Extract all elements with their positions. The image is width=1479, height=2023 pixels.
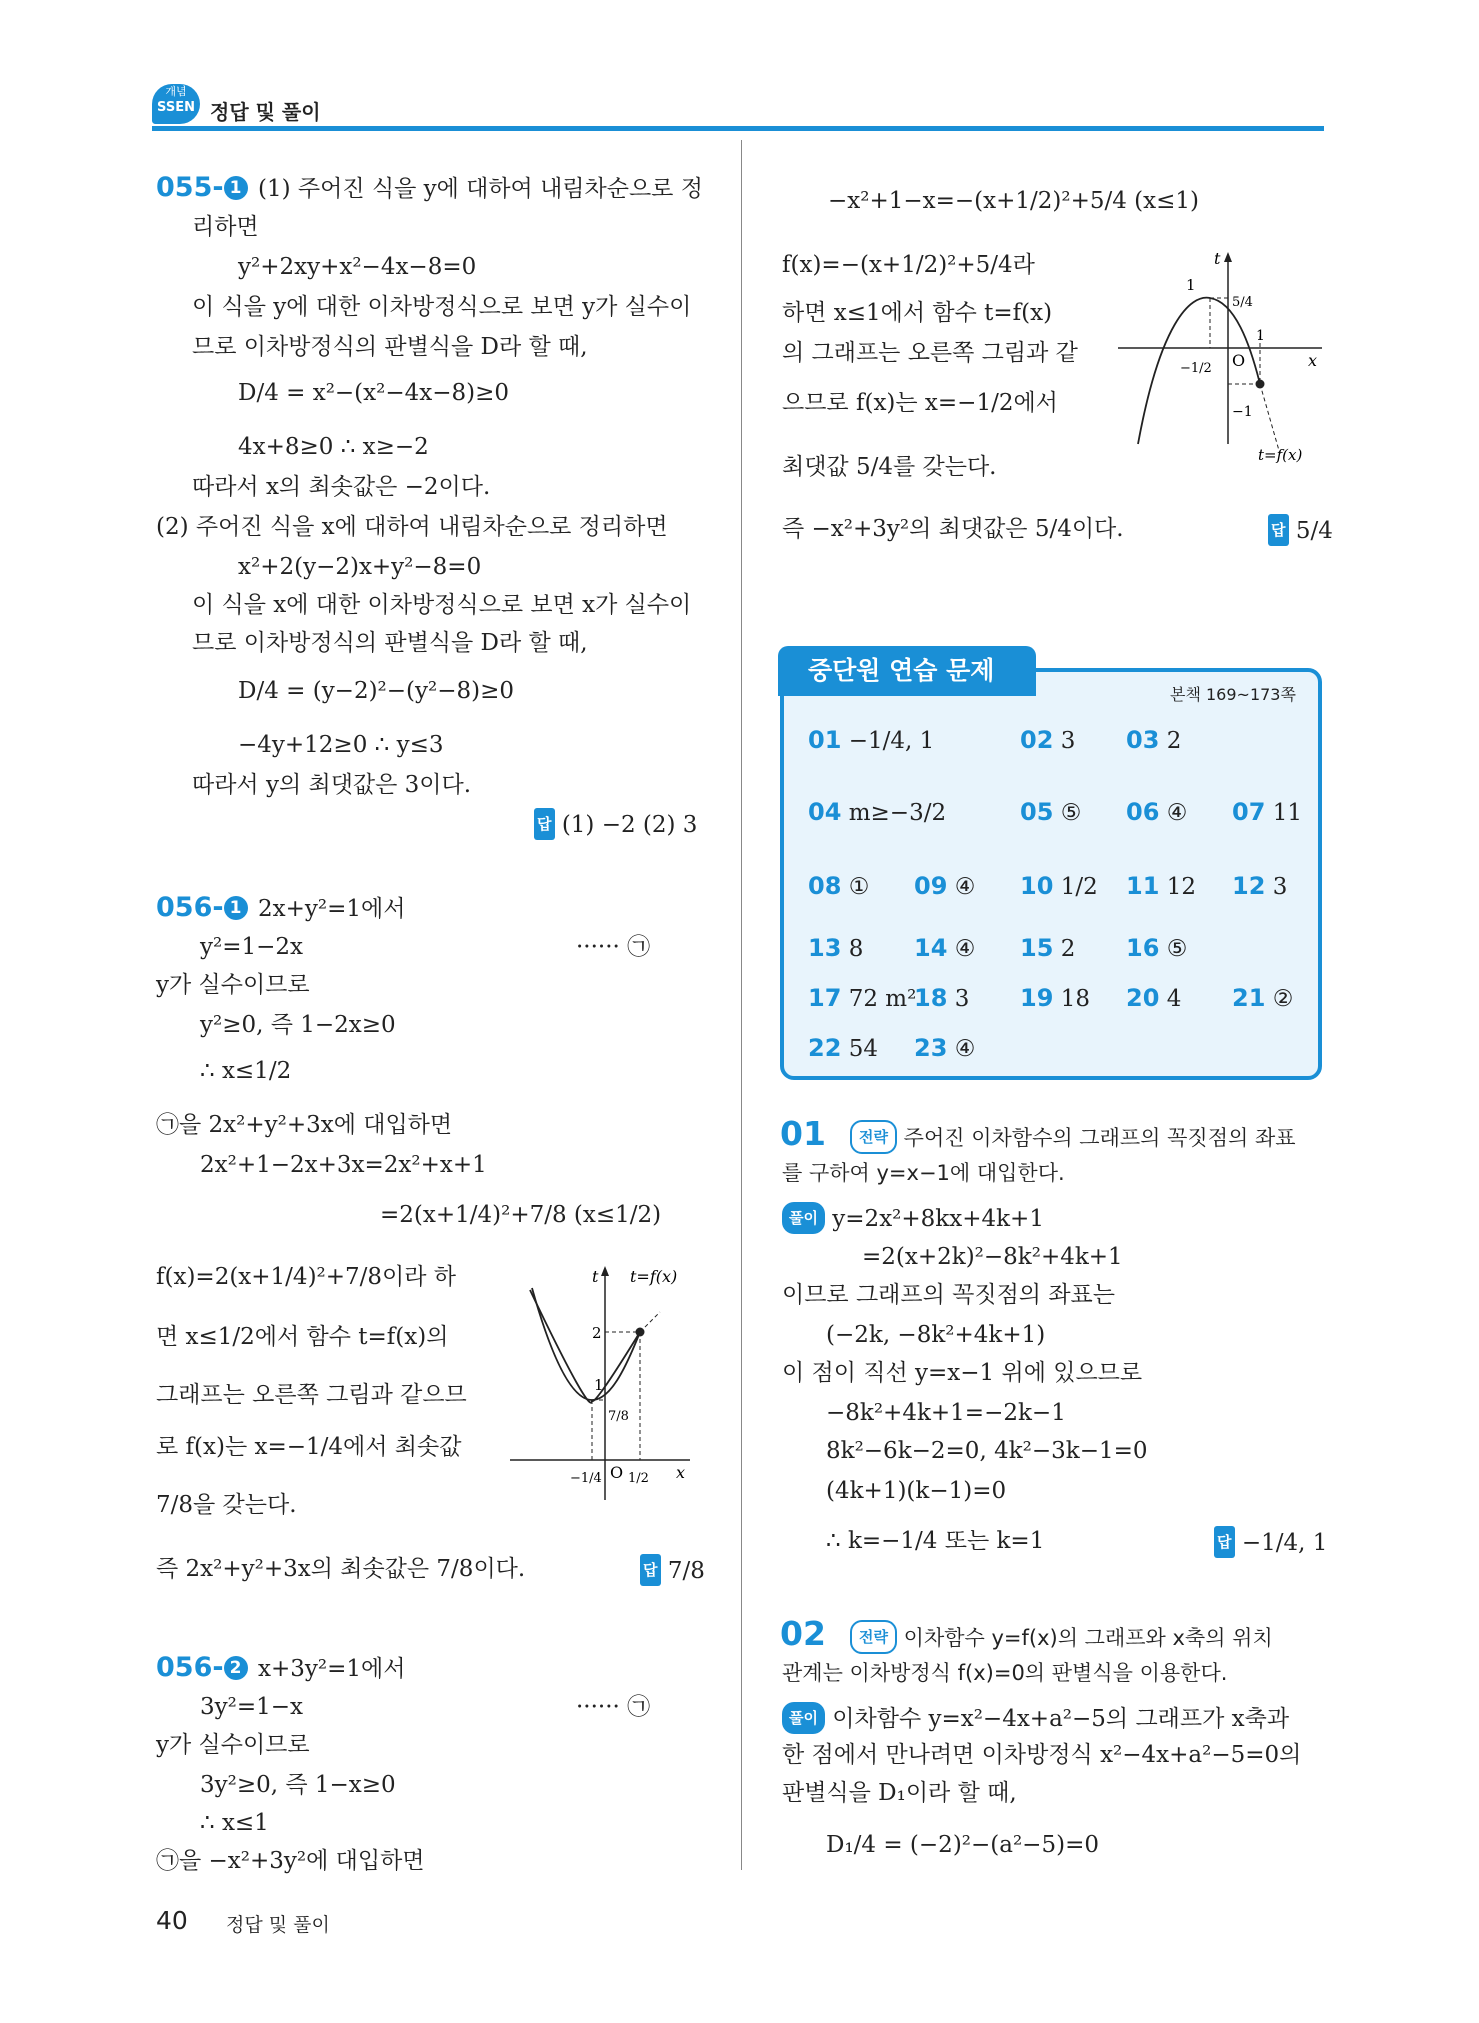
q02-strategy-tag: 전략 — [850, 1620, 897, 1654]
problem-circle-056-2: 2 — [224, 1656, 248, 1680]
p056-1-line-14: 즉 2x²+y²+3x의 최솟값은 7/8이다. — [156, 1556, 526, 1582]
problem-number-055 — [156, 172, 248, 203]
q01-line-8: ∴ k=−1/4 또는 k=1 — [826, 1528, 1045, 1554]
practice-item-15 — [1020, 934, 1075, 962]
cont-line-0: −x²+1−x=−(x+1/2)²+5/4 (x≤1) — [828, 188, 1199, 214]
p055-line-1: 리하면 — [192, 214, 259, 240]
p055-line-3: 이 식을 y에 대한 이차방정식으로 보면 y가 실수이 — [192, 294, 692, 320]
practice-ans-04: m≥−3/2 — [848, 800, 947, 826]
practice-num-19: 19 — [1020, 984, 1054, 1012]
header-rule — [152, 126, 1324, 131]
practice-num-13: 13 — [808, 934, 842, 962]
header-logo-top: 개념 — [165, 85, 187, 98]
p055-answer-tag: 답 — [534, 808, 555, 840]
p055-line-8: (2) 주어진 식을 x에 대하여 내림차순으로 정리하면 — [156, 514, 668, 540]
p056-2-line-5: ∴ x≤1 — [200, 1810, 269, 1836]
practice-item-07 — [1232, 798, 1302, 826]
p056-1-answer-tag: 답 — [640, 1554, 661, 1586]
q01-line-5: −8k²+4k+1=−2k−1 — [826, 1400, 1066, 1426]
p055-line-13: −4y+12≥0 ∴ y≤3 — [238, 732, 444, 758]
practice-ans-09: ④ — [954, 874, 976, 900]
q01-line-3: (−2k, −8k²+4k+1) — [826, 1322, 1046, 1348]
practice-ans-05: ⑤ — [1060, 800, 1082, 826]
problem-circle-056-1: 1 — [224, 896, 248, 920]
graph-cont-t-arrow — [1224, 252, 1232, 262]
q01-solution-text-0: y=2x²+8kx+4k+1 — [832, 1206, 1044, 1232]
q01-solution-line-0 — [782, 1202, 1044, 1234]
practice-num-23: 23 — [914, 1034, 948, 1062]
graph-056-1-curve-label: t=f(x) — [630, 1267, 678, 1286]
q01-line-7: (4k+1)(k−1)=0 — [826, 1478, 1007, 1504]
p056-2-line-2: ······ ㉠ — [576, 1694, 651, 1720]
p056-1-answer-value: 7/8 — [667, 1558, 705, 1584]
graph-cont-y1-label: 1 — [1186, 276, 1196, 294]
p056-1-line-1: y²=1−2x — [200, 934, 303, 960]
practice-num-10: 10 — [1020, 872, 1054, 900]
graph-cont-t-label: t — [1214, 249, 1221, 268]
practice-num-02: 02 — [1020, 726, 1054, 754]
cont-line-5: 최댓값 5/4를 갖는다. — [782, 454, 997, 480]
practice-num-08: 08 — [808, 872, 842, 900]
q01-answer-tag: 답 — [1214, 1526, 1235, 1558]
footer-label: 정답 및 풀이 — [226, 1914, 330, 1936]
cont-answer-tag: 답 — [1268, 514, 1289, 546]
graph-056-1-xm-label: −1/4 — [570, 1471, 602, 1486]
q02-strategy-line-1: 관계는 이차방정식 f(x)=0의 판별식을 이용한다. — [782, 1661, 1228, 1685]
graph-056-1-t-label: t — [592, 1267, 599, 1286]
practice-ans-07: 11 — [1272, 800, 1302, 826]
cont-answer — [1268, 514, 1333, 546]
p056-2-line-1: 3y²=1−x — [200, 1694, 303, 1720]
graph-056-1-y2-label: 2 — [592, 1324, 602, 1342]
practice-item-23 — [914, 1034, 975, 1062]
practice-ans-03: 2 — [1166, 728, 1182, 754]
graph-056-1-o-label: O — [610, 1463, 624, 1482]
practice-box-ref: 본책 169~173쪽 — [1170, 685, 1296, 704]
q01-line-6: 8k²−6k−2=0, 4k²−3k−1=0 — [826, 1438, 1148, 1464]
practice-item-21 — [1232, 984, 1293, 1012]
practice-item-04 — [808, 798, 946, 826]
practice-item-17 — [808, 984, 916, 1012]
practice-item-16 — [1126, 934, 1187, 962]
p056-1-line-11: 그래프는 오른쪽 그림과 같으므 — [156, 1382, 467, 1408]
practice-item-03 — [1126, 726, 1181, 754]
practice-num-16: 16 — [1126, 934, 1160, 962]
practice-item-20 — [1126, 984, 1181, 1012]
practice-item-11 — [1126, 872, 1196, 900]
p056-1-line-2: ······ ㉠ — [576, 934, 651, 960]
cont-line-6: 즉 −x²+3y²의 최댓값은 5/4이다. — [782, 516, 1124, 542]
practice-item-06 — [1126, 798, 1187, 826]
header-title: 정답 및 풀이 — [210, 100, 321, 124]
q01-solution-tag: 풀이 — [782, 1202, 825, 1234]
graph-cont — [1110, 244, 1332, 469]
practice-item-13 — [808, 934, 863, 962]
problem-number-056-1-label: 056- — [156, 892, 224, 923]
p056-2-line-4: 3y²≥0, 즉 1−x≥0 — [200, 1772, 396, 1798]
q02-line-3: D₁/4 = (−2)²−(a²−5)=0 — [826, 1832, 1099, 1858]
q02-number: 02 — [780, 1614, 826, 1653]
p055-line-0: (1) 주어진 식을 y에 대하여 내림차순으로 정 — [258, 176, 703, 202]
q01-number: 01 — [780, 1114, 826, 1153]
practice-ans-14: ④ — [954, 936, 976, 962]
graph-056-1-curve — [530, 1290, 640, 1403]
practice-num-07: 07 — [1232, 798, 1266, 826]
practice-ans-13: 8 — [848, 936, 864, 962]
practice-num-20: 20 — [1126, 984, 1160, 1012]
q01-strategy-tag: 전략 — [850, 1120, 897, 1154]
p056-1-line-7: 2x²+1−2x+3x=2x²+x+1 — [200, 1152, 487, 1178]
practice-num-06: 06 — [1126, 798, 1160, 826]
q02-strategy-line-0 — [850, 1620, 1273, 1654]
problem-number-055-label: 055- — [156, 172, 224, 203]
practice-item-08 — [808, 872, 869, 900]
graph-056-1-t-arrow — [601, 1266, 609, 1276]
practice-num-11: 11 — [1126, 872, 1160, 900]
practice-ans-19: 18 — [1060, 986, 1090, 1012]
q01-line-2: 이므로 그래프의 꼭짓점의 좌표는 — [782, 1282, 1115, 1308]
practice-ans-21: ② — [1272, 986, 1294, 1012]
q01-answer-value: −1/4, 1 — [1241, 1530, 1328, 1556]
q01-strategy-line-0 — [850, 1120, 1296, 1154]
graph-056-1 — [500, 1260, 715, 1505]
p055-answer-value: (1) −2 (2) 3 — [561, 812, 698, 838]
p055-line-2: y²+2xy+x²−4x−8=0 — [238, 254, 477, 280]
p056-1-line-0: 2x+y²=1에서 — [258, 896, 406, 922]
practice-num-12: 12 — [1232, 872, 1266, 900]
practice-num-15: 15 — [1020, 934, 1054, 962]
q02-line-1: 한 점에서 만나려면 이차방정식 x²−4x+a²−5=0의 — [782, 1742, 1302, 1768]
q01-line-1: =2(x+2k)²−8k²+4k+1 — [862, 1244, 1123, 1270]
graph-cont-xm-label: −1/2 — [1180, 361, 1212, 376]
p056-1-line-8: =2(x+1/4)²+7/8 (x≤1/2) — [380, 1202, 662, 1228]
practice-ans-17: 72 m² — [848, 986, 917, 1012]
p056-2-line-0: x+3y²=1에서 — [258, 1656, 406, 1682]
practice-item-14 — [914, 934, 975, 962]
p055-line-5: D/4 = x²−(x²−4x−8)≥0 — [238, 380, 510, 406]
practice-ans-23: ④ — [954, 1036, 976, 1062]
graph-cont-ym1-label: −1 — [1232, 404, 1253, 420]
q02-solution-text-0: 이차함수 y=x²−4x+a²−5의 그래프가 x축과 — [832, 1706, 1290, 1732]
graph-056-1-y78-label: 7/8 — [608, 1409, 629, 1424]
practice-item-05 — [1020, 798, 1081, 826]
p055-line-7: 따라서 x의 최솟값은 −2이다. — [192, 474, 491, 500]
practice-ans-12: 3 — [1272, 874, 1288, 900]
practice-num-03: 03 — [1126, 726, 1160, 754]
practice-ans-06: ④ — [1166, 800, 1188, 826]
practice-item-18 — [914, 984, 969, 1012]
practice-num-01: 01 — [808, 726, 842, 754]
header-logo — [152, 84, 200, 124]
practice-item-01 — [808, 726, 934, 754]
q01-answer — [1214, 1526, 1327, 1558]
p056-1-line-13: 7/8을 갖는다. — [156, 1492, 297, 1518]
practice-item-02 — [1020, 726, 1075, 754]
q02-line-2: 판별식을 D₁이라 할 때, — [782, 1780, 1017, 1806]
practice-ans-02: 3 — [1060, 728, 1076, 754]
practice-ans-11: 12 — [1166, 874, 1196, 900]
p056-1-line-5: ∴ x≤1/2 — [200, 1058, 292, 1084]
graph-cont-o-label: O — [1232, 351, 1246, 370]
practice-item-22 — [808, 1034, 878, 1062]
cont-line-2: 하면 x≤1에서 함수 t=f(x) — [782, 300, 1053, 326]
practice-item-10 — [1020, 872, 1098, 900]
p055-line-12: D/4 = (y−2)²−(y²−8)≥0 — [238, 678, 515, 704]
graph-cont-curve-label: t=f(x) — [1258, 446, 1303, 464]
practice-num-04: 04 — [808, 798, 842, 826]
page-number: 40 — [156, 1906, 188, 1935]
practice-num-14: 14 — [914, 934, 948, 962]
cont-answer-value: 5/4 — [1295, 518, 1333, 544]
q01-strategy-text-0: 주어진 이차함수의 그래프의 꼭짓점의 좌표 — [903, 1126, 1296, 1150]
graph-056-1-x-label: x — [676, 1463, 686, 1482]
practice-item-19 — [1020, 984, 1090, 1012]
p055-line-10: 이 식을 x에 대한 이차방정식으로 보면 x가 실수이 — [192, 592, 692, 618]
cont-line-1: f(x)=−(x+1/2)²+5/4라 — [782, 252, 1035, 278]
practice-ans-01: −1/4, 1 — [848, 728, 935, 754]
q01-line-4: 이 점이 직선 y=x−1 위에 있으므로 — [782, 1360, 1143, 1386]
p056-1-answer — [640, 1554, 705, 1586]
practice-item-09 — [914, 872, 975, 900]
cont-line-3: 의 그래프는 오른쪽 그림과 같 — [782, 340, 1078, 366]
p055-line-6: 4x+8≥0 ∴ x≥−2 — [238, 434, 429, 460]
p056-1-line-10: 면 x≤1/2에서 함수 t=f(x)의 — [156, 1324, 449, 1350]
p055-line-4: 므로 이차방정식의 판별식을 D라 할 때, — [192, 334, 588, 360]
practice-ans-08: ① — [848, 874, 870, 900]
problem-number-056-1 — [156, 892, 248, 923]
practice-num-17: 17 — [808, 984, 842, 1012]
practice-ans-15: 2 — [1060, 936, 1076, 962]
practice-box-title: 중단원 연습 문제 — [778, 646, 1036, 696]
graph-056-1-y1-label: 1 — [594, 1376, 604, 1394]
p056-1-line-12: 로 f(x)는 x=−1/4에서 최솟값 — [156, 1434, 462, 1460]
practice-num-18: 18 — [914, 984, 948, 1012]
p056-2-line-6: ㉠을 −x²+3y²에 대입하면 — [156, 1848, 425, 1874]
column-divider — [741, 140, 742, 1870]
graph-056-1-endpoint — [636, 1328, 645, 1337]
problem-circle-055: 1 — [224, 176, 248, 200]
practice-num-21: 21 — [1232, 984, 1266, 1012]
cont-line-4: 으므로 f(x)는 x=−1/2에서 — [782, 390, 1058, 416]
graph-cont-endpoint — [1256, 380, 1265, 389]
p056-1-line-3: y가 실수이므로 — [156, 972, 310, 998]
practice-item-12 — [1232, 872, 1287, 900]
problem-number-056-2 — [156, 1652, 248, 1683]
graph-cont-dash-extend — [1260, 384, 1280, 454]
p055-line-9: x²+2(y−2)x+y²−8=0 — [238, 554, 482, 580]
practice-num-22: 22 — [808, 1034, 842, 1062]
practice-num-05: 05 — [1020, 798, 1054, 826]
p055-line-11: 므로 이차방정식의 판별식을 D라 할 때, — [192, 630, 588, 656]
q01-strategy-line-1: 를 구하여 y=x−1에 대입한다. — [782, 1161, 1065, 1185]
problem-number-056-2-label: 056- — [156, 1652, 224, 1683]
practice-ans-10: 1/2 — [1060, 874, 1098, 900]
practice-ans-18: 3 — [954, 986, 970, 1012]
p055-line-14: 따라서 y의 최댓값은 3이다. — [192, 772, 472, 798]
p056-1-line-6: ㉠을 2x²+y²+3x에 대입하면 — [156, 1112, 453, 1138]
p055-answer — [534, 808, 697, 840]
practice-num-09: 09 — [914, 872, 948, 900]
graph-cont-x1-label: 1 — [1256, 328, 1265, 344]
practice-ans-20: 4 — [1166, 986, 1182, 1012]
p056-1-line-4: y²≥0, 즉 1−2x≥0 — [200, 1012, 396, 1038]
practice-ans-16: ⑤ — [1166, 936, 1188, 962]
p056-1-line-9: f(x)=2(x+1/4)²+7/8이라 하 — [156, 1264, 457, 1290]
q02-solution-line-0 — [782, 1702, 1289, 1734]
q02-solution-tag: 풀이 — [782, 1702, 825, 1734]
practice-ans-22: 54 — [848, 1036, 878, 1062]
p056-2-line-3: y가 실수이므로 — [156, 1732, 310, 1758]
header-logo-bottom: SSEN — [157, 100, 195, 115]
graph-056-1-x12-label: 1/2 — [628, 1471, 649, 1486]
q02-strategy-text-0: 이차함수 y=f(x)의 그래프와 x축의 위치 — [903, 1626, 1273, 1650]
graph-cont-y54-label: 5/4 — [1232, 295, 1253, 310]
graph-056-1-curve-smooth — [532, 1288, 640, 1400]
graph-cont-x-label: x — [1308, 351, 1318, 370]
